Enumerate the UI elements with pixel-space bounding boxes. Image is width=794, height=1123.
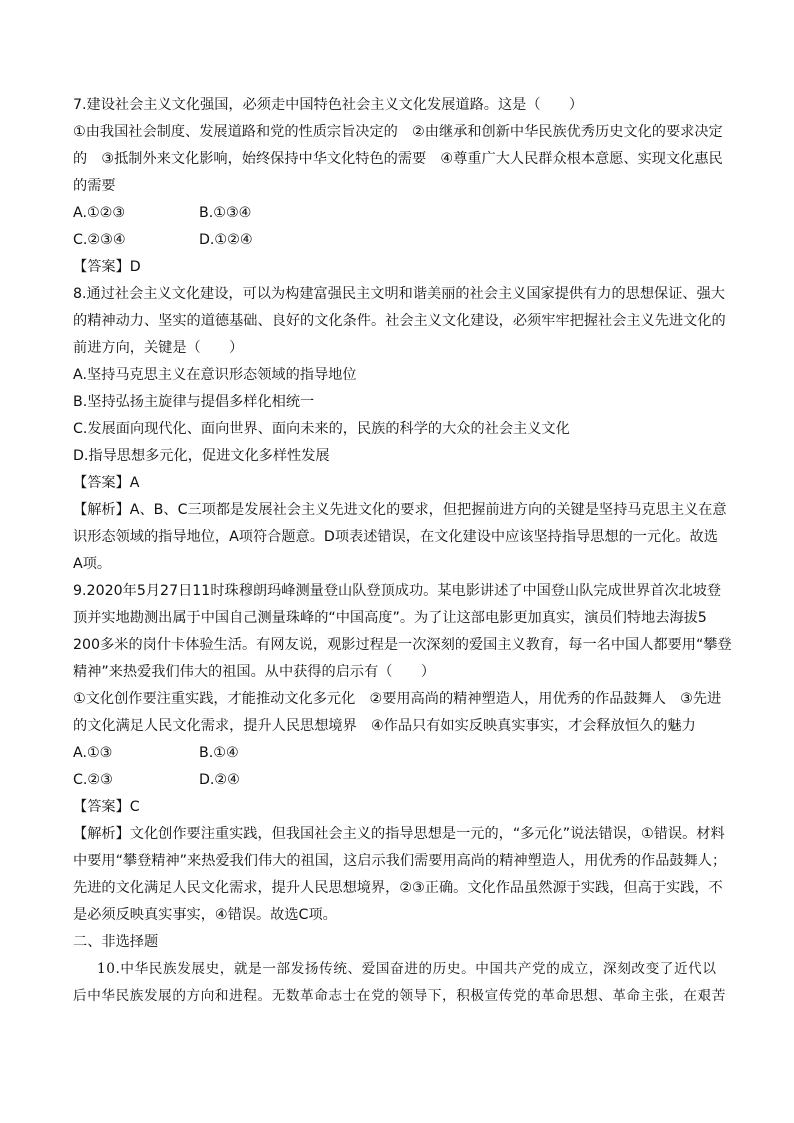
q7-item-line: 的需要 (73, 178, 116, 194)
q9-option-d: D.②④ (199, 772, 240, 788)
q7-item-line: 的 ③抵制外来文化影响，始终保持中华文化特色的需要 ④尊重广大人民群众根本意愿、实现文化惠民 (73, 151, 723, 167)
q9-stem-line: 9.2020年5月27日11时珠穆朗玛峰测量登山队登顶成功。某电影讲述了中国登山队完成世界首次北坡登 (73, 583, 722, 599)
q8-stem-line: 8.通过社会主义文化建设，可以为构建富强民主文明和谐美丽的社会主义国家提供有力的思想保证、强大 (73, 286, 725, 302)
q8-answer: 【答案】A (73, 475, 140, 491)
q7-option-a: A.①②③ (73, 205, 126, 221)
q8-stem-line: 的精神动力、坚实的道德基础、良好的文化条件。社会主义文化建设，必须牢牢把握社会主义先进文化的 (73, 313, 726, 329)
q9-stem-line: 200多米的岗什卡体验生活。有网友说，观影过程是一次深刻的爱国主义教育，每一名中国人都要用“攀登 (73, 637, 732, 653)
q9-option-c: C.②③ (73, 772, 113, 788)
q7-stem: 7.建设社会主义文化强国，必须走中国特色社会主义文化发展道路。这是（ ） (73, 97, 584, 113)
q9-analysis-line: 先进的文化满足人民文化需求，提升人民思想境界，②③正确。文化作品虽然源于实践，但高于实践，不 (73, 880, 723, 896)
q7-options-row-2 (73, 227, 723, 254)
q8-stem-line: 前进方向，关键是（ ） (73, 340, 244, 356)
q9-analysis-line: 中要用“攀登精神”来热爱我们伟大的祖国，这启示我们需要用高尚的精神塑造人，用优秀的作品鼓舞人； (73, 853, 727, 869)
q8-option-b: B.坚持弘扬主旋律与提倡多样化相统一 (73, 394, 315, 410)
q8-option-c: C.发展面向现代化、面向世界、面向未来的，民族的科学的大众的社会主义文化 (73, 421, 570, 437)
q9-item-line: 的文化满足人民文化需求，提升人民思想境界 ④作品只有如实反映真实事实，才会释放恒久的魅力 (73, 718, 696, 734)
q9-analysis-line: 是必须反映真实事实，④错误。故选C项。 (73, 907, 337, 923)
section-heading: 二、非选择题 (73, 934, 159, 950)
q7-options-row-1 (73, 200, 723, 227)
q8-analysis-line: 【解析】A、B、C三项都是发展社会主义先进文化的要求，但把握前进方向的关键是坚持马克思主义在意 (73, 502, 727, 518)
q8-option-d: D.指导思想多元化，促进文化多样性发展 (73, 448, 330, 464)
q9-options-row-1 (73, 740, 723, 767)
q9-options-row-2 (73, 767, 723, 794)
q9-stem-line: 精神”来热爱我们伟大的祖国。从中获得的启示有（ ） (73, 664, 436, 680)
q7-option-c: C.②③④ (73, 232, 126, 248)
q9-answer: 【答案】C (73, 799, 140, 815)
q10-paragraph-line: 后中华民族发展的方向和进程。无数革命志士在党的领导下，积极宣传党的革命思想、革命主张，在艰苦 (73, 988, 726, 1004)
q7-option-d: D.①②④ (199, 232, 253, 248)
q7-item-line: ①由我国社会制度、发展道路和党的性质宗旨决定的 ②由继承和创新中华民族优秀历史文化的要求决定 (73, 124, 723, 140)
q10-paragraph-line: 10.中华民族发展史，就是一部发扬传统、爱国奋进的历史。中国共产党的成立，深刻改变了近代以 (97, 961, 717, 977)
q9-stem-line: 顶并实地勘测出属于中国自己测量珠峰的“中国高度”。为了让这部电影更加真实，演员们特地去海拔5 (73, 610, 707, 626)
q8-analysis-line: 识形态领域的指导地位，A项符合题意。D项表述错误，在文化建设中应该坚持指导思想的一元化。故选 (73, 529, 718, 545)
q9-option-b: B.①④ (199, 745, 239, 761)
q8-option-a: A.坚持马克思主义在意识形态领域的指导地位 (73, 367, 357, 383)
q7-option-b: B.①③④ (199, 205, 252, 221)
q9-option-a: A.①③ (73, 745, 113, 761)
q8-analysis-line: A项。 (73, 556, 112, 572)
document-content (73, 92, 732, 1010)
q9-item-line: ①文化创作要注重实践，才能推动文化多元化 ②要用高尚的精神塑造人，用优秀的作品鼓舞人 ③先进 (73, 691, 722, 707)
q9-analysis-line: 【解析】文化创作要注重实践，但我国社会主义的指导思想是一元的，“多元化”说法错误，①错误。材料 (73, 826, 725, 842)
q7-answer: 【答案】D (73, 259, 141, 275)
